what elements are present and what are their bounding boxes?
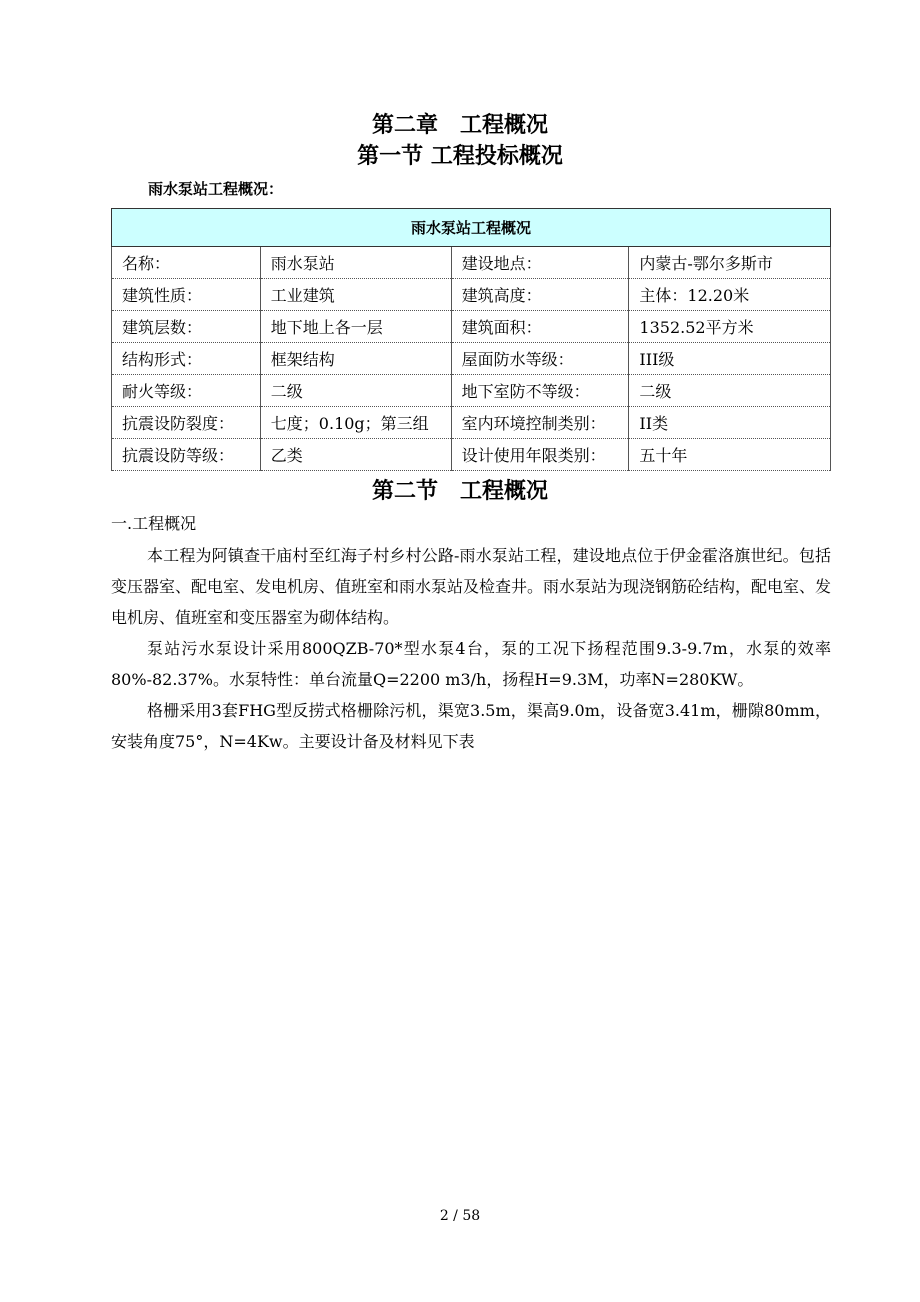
table-cell-label: 建设地点： [451, 247, 629, 279]
page-number: 2 / 58 [439, 1208, 481, 1224]
section-title-bidding-overview: 第一节 工程投标概况 [357, 144, 563, 169]
table-cell-label: 建筑高度： [451, 279, 629, 311]
table-cell-label: 设计使用年限类别： [451, 439, 629, 471]
table-cell-value: 工业建筑 [260, 279, 451, 311]
table-cell-value: 雨水泵站 [260, 247, 451, 279]
table-cell-value: 内蒙古-鄂尔多斯市 [629, 247, 831, 279]
table-cell-label: 地下室防不等级： [451, 375, 629, 407]
table-cell-value: 七度；0.10g；第三组 [260, 407, 451, 439]
table-row [112, 407, 831, 439]
table-cell-label: 建筑面积： [451, 311, 629, 343]
table-cell-value: 框架结构 [260, 343, 451, 375]
table-cell-label: 结构形式： [112, 343, 261, 375]
project-overview-table [111, 208, 831, 471]
table-caption: 雨水泵站工程概况： [148, 180, 284, 198]
table-cell-value: II类 [629, 407, 831, 439]
table-cell-value: 主体：12.20米 [629, 279, 831, 311]
table-row [112, 375, 831, 407]
table-cell-label: 建筑性质： [112, 279, 261, 311]
table-row [112, 439, 831, 471]
paragraph-project-description: 本工程为阿镇查干庙村至红海子村乡村公路-雨水泵站工程，建设地点位于伊金霍洛旗世纪。包括变压器室、配电室、发电机房、值班室和雨水泵站及检查井。雨水泵站为现浇钢筋砼结构，配电室、发电机房、值班室和变压器室为砌体结构。 [111, 546, 832, 627]
table-cell-label: 建筑层数： [112, 311, 261, 343]
table-cell-value: 二级 [629, 375, 831, 407]
table-cell-value: 五十年 [629, 439, 831, 471]
table-cell-label: 名称： [112, 247, 261, 279]
table-cell-value: 二级 [260, 375, 451, 407]
table-title: 雨水泵站工程概况 [112, 209, 831, 247]
paragraph-pump-design: 泵站污水泵设计采用800QZB-70*型水泵4台，泵的工况下扬程范围9.3-9.7m，水泵的效率80%-82.37%。水泵特性：单台流量Q=2200 m3/h，扬程H=9.3M，功率N=280KW。 [111, 639, 831, 689]
table-cell-value: III级 [629, 343, 831, 375]
table-cell-value: 乙类 [260, 439, 451, 471]
table-cell-label: 抗震设防等级： [112, 439, 261, 471]
subheading: 一.工程概况 [111, 514, 197, 533]
table-row [112, 311, 831, 343]
table-row [112, 247, 831, 279]
table-row [112, 279, 831, 311]
table-cell-label: 屋面防水等级： [451, 343, 629, 375]
section-title-project-overview: 第二节 工程概况 [371, 479, 548, 504]
table-cell-value: 地下地上各一层 [260, 311, 451, 343]
table-cell-label: 耐火等级： [112, 375, 261, 407]
table-row [112, 343, 831, 375]
table-cell-label: 抗震设防裂度： [112, 407, 261, 439]
table-header-row [112, 209, 831, 247]
table-cell-value: 1352.52平方米 [629, 311, 831, 343]
chapter-title: 第二章 工程概况 [371, 113, 548, 138]
paragraph-grille-design: 格栅采用3套FHG型反捞式格栅除污机，渠宽3.5m，渠高9.0m，设备宽3.41m，栅隙80mm，安装角度75°，N=4Kw。主要设计备及材料见下表 [111, 701, 831, 751]
table-cell-label: 室内环境控制类别： [451, 407, 629, 439]
